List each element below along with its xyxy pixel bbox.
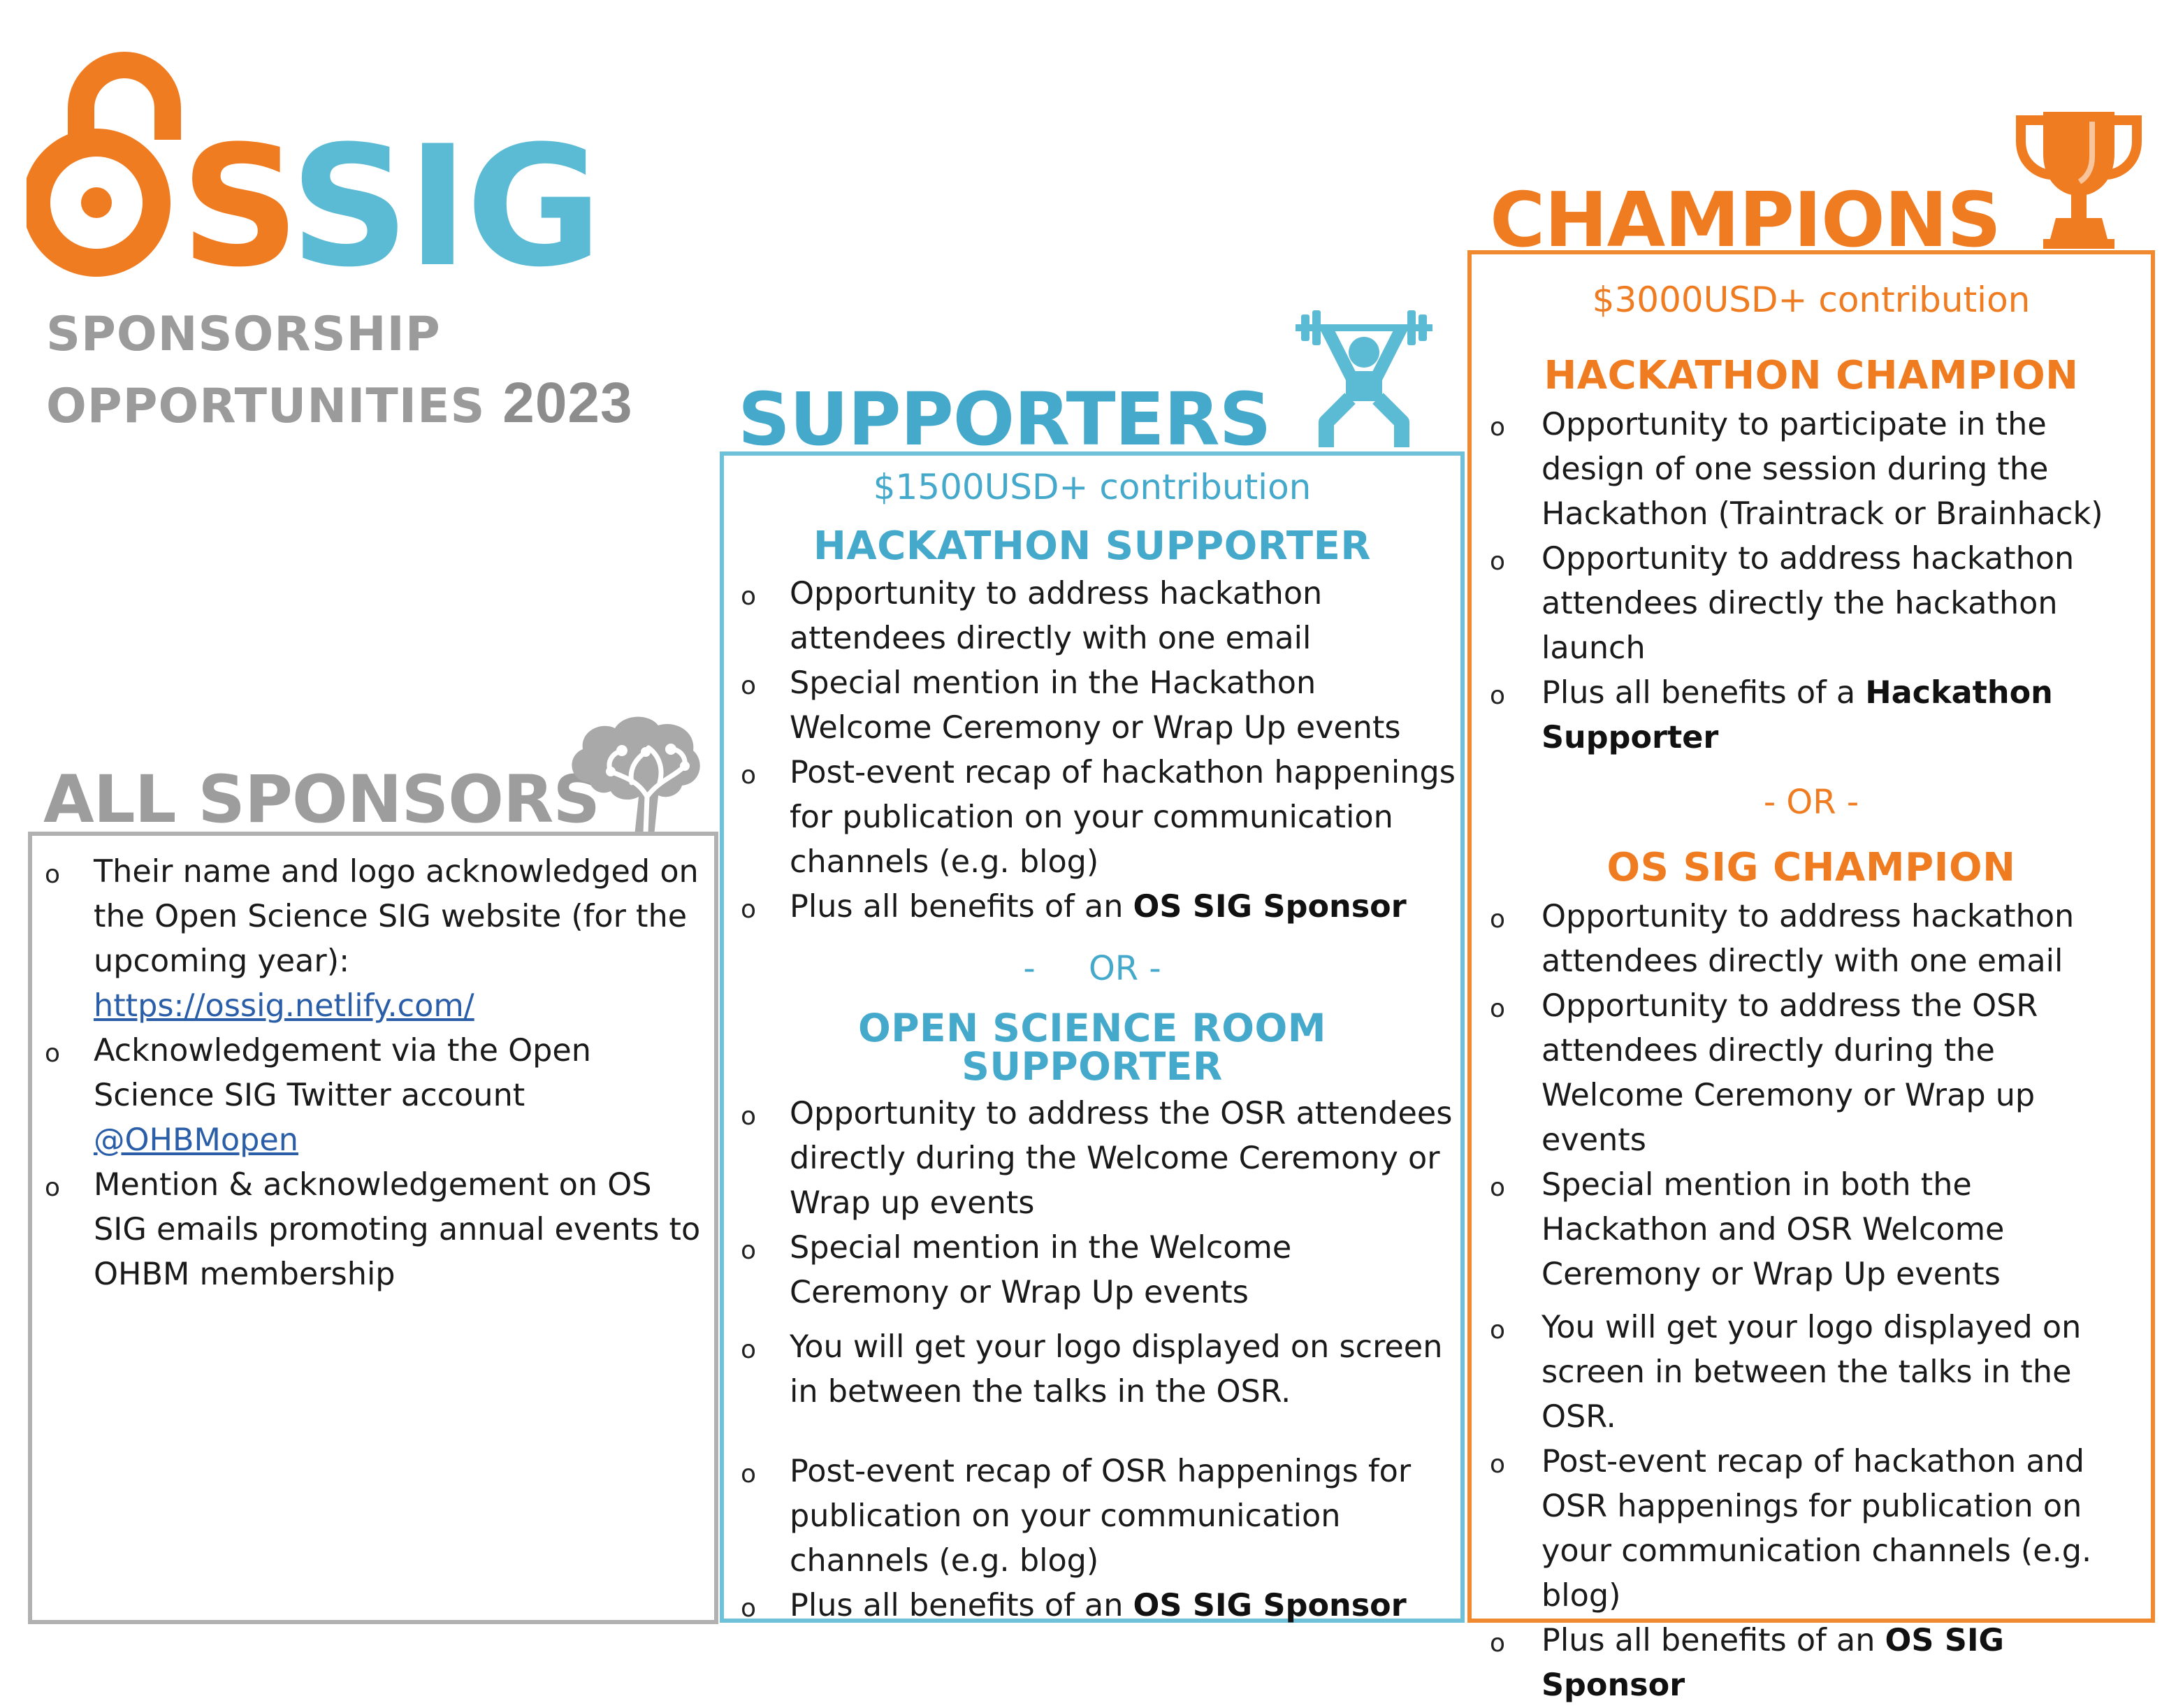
all-sponsors-box: [28, 832, 718, 1624]
weightlifter-icon: [1291, 310, 1437, 447]
osr-supporter-title: OPEN SCIENCE ROOM SUPPORTER: [857, 1006, 1327, 1089]
list-item: o Post-event recap of hackathon and OSR happenings for publication on your communication channels (e.g. blog): [1476, 1440, 2147, 1619]
or-divider: - OR -: [1763, 783, 1859, 822]
list-item: o Opportunity to address the OSR attendees directly during the Welcome Ceremony or Wrap up events: [1476, 984, 2147, 1163]
trophy-icon: [2015, 105, 2142, 250]
list-item: o Acknowledgement via the Open Science SIG Twitter account @OHBMopen: [32, 1029, 714, 1163]
supporters-contribution: $1500USD+ contribution: [873, 467, 1312, 507]
list-item: o Plus all benefits of a Hackathon Supporter: [1476, 671, 2147, 760]
list-item: o Mention & acknowledgement on OS SIG emails promoting annual events to OHBM membership: [32, 1163, 714, 1297]
all-sponsors-title: ALL SPONSORS: [43, 762, 600, 838]
supporters-box: [720, 451, 1465, 1623]
ossig-logo: [27, 42, 600, 304]
list-item: o You will get your logo displayed on screen in between the talks in the OSR.: [1476, 1305, 2147, 1440]
list-item: o Post-event recap of OSR happenings for publication on your communication channels (e.g. blog): [728, 1449, 1456, 1584]
list-item: o You will get your logo displayed on screen in between the talks in the OSR.: [728, 1325, 1456, 1414]
title-year: 2023: [502, 371, 633, 435]
list-item: o Plus all benefits of an OS SIG Sponsor: [728, 1584, 1456, 1628]
list-item: o Opportunity to participate in the design of one session during the Hackathon (Traintrack or Brainhack): [1476, 403, 2147, 537]
hackathon-champion-benefits: [1476, 403, 2147, 760]
hackathon-champion-title: HACKATHON CHAMPION: [1544, 353, 2079, 398]
title-line-2: [46, 369, 647, 441]
list-item: o Post-event recap of hackathon happenings for publication on your communication channels (e.g. blog): [728, 751, 1456, 885]
list-item: o Special mention in the Hackathon Welcome Ceremony or Wrap Up events: [728, 661, 1456, 751]
os-sig-champion-benefits: [1476, 895, 2147, 1708]
list-item: o Plus all benefits of an OS SIG Sponsor: [1476, 1619, 2147, 1708]
champions-box: [1467, 250, 2155, 1703]
website-link[interactable]: https://ossig.netlify.com/: [94, 988, 474, 1024]
champions-contribution: $3000USD+ contribution: [1592, 280, 2031, 320]
logo-wordmark: [180, 110, 600, 304]
list-item: o Special mention in both the Hackathon and OSR Welcome Ceremony or Wrap Up events: [1476, 1163, 2147, 1297]
list-item: o Their name and logo acknowledged on the Open Science SIG website (for the upcoming year): https://ossig.netlify.com/: [32, 850, 714, 1029]
page-title: [46, 301, 647, 441]
title-opportunities: OPPORTUNITIES: [46, 379, 486, 434]
title-line-1: SPONSORSHIP: [46, 307, 441, 362]
brain-tree-icon: [562, 713, 706, 836]
all-sponsors-benefits: [32, 850, 714, 1297]
osr-supporter-benefits: [728, 1092, 1456, 1628]
list-item: o Plus all benefits of an OS SIG Sponsor: [728, 885, 1456, 929]
list-item: o Opportunity to address the OSR attendees directly during the Welcome Ceremony or Wrap up events: [728, 1092, 1456, 1226]
supporters-title: SUPPORTERS: [738, 377, 1271, 462]
list-item: o Special mention in the Welcome Ceremony or Wrap Up events: [728, 1226, 1456, 1315]
hackathon-supporter-title: HACKATHON SUPPORTER: [813, 523, 1371, 569]
logo-letters-sig: SIG: [289, 110, 600, 304]
twitter-link[interactable]: @OHBMopen: [94, 1122, 298, 1158]
hackathon-supporter-benefits: [728, 572, 1456, 929]
os-sig-champion-title: OS SIG CHAMPION: [1606, 845, 2016, 890]
logo-letter-s: S: [180, 110, 290, 304]
list-item: o Opportunity to address hackathon attendees directly with one email: [1476, 895, 2147, 984]
list-item: o Opportunity to address hackathon attendees directly with one email: [728, 572, 1456, 661]
or-divider: - OR -: [1023, 949, 1161, 988]
champions-title: CHAMPIONS: [1490, 177, 2001, 264]
list-item: o Opportunity to address hackathon attendees directly the hackathon launch: [1476, 537, 2147, 671]
